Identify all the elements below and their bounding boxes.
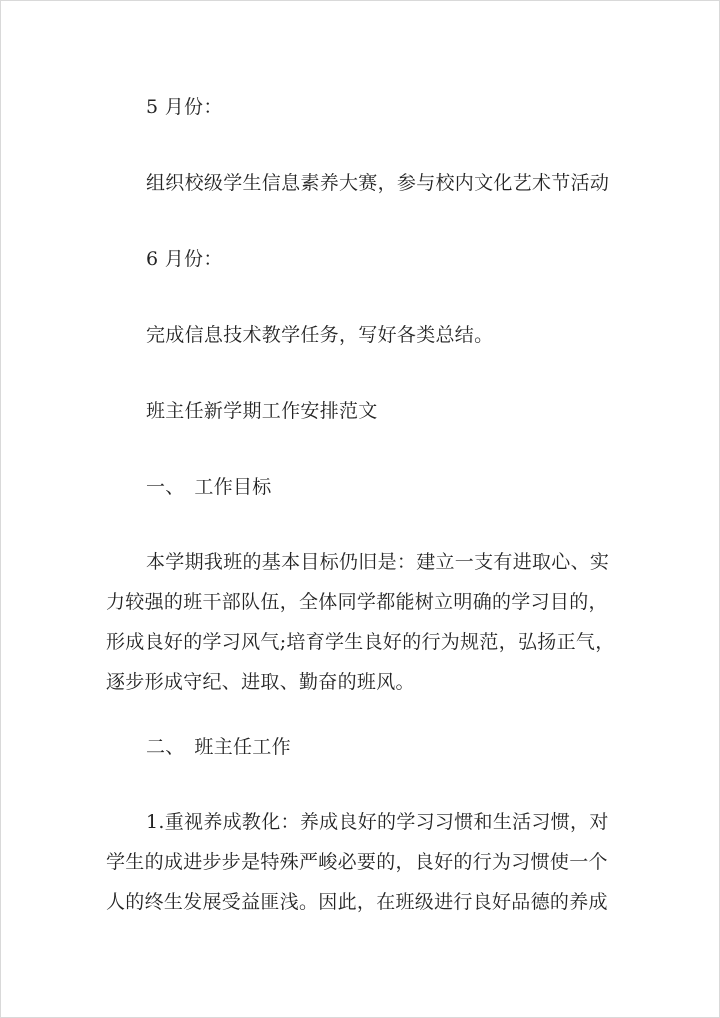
section1-heading: 一、 工作目标: [146, 476, 272, 498]
section2-paragraph: [106, 802, 610, 922]
paragraph-line: 学生的成进步步是特殊严峻必要的，良好的行为习惯使一个: [106, 851, 608, 873]
section1-paragraph: [106, 542, 615, 702]
paragraph-line: 力较强的班干部队伍，全体同学都能树立明确的学习目的，: [106, 591, 608, 613]
paragraph-line: 逐步形成守纪、进取、勤奋的班风。: [106, 671, 415, 693]
paragraph-line: 本学期我班的基本目标仍旧是：建立一支有进取心、实: [146, 551, 610, 573]
month6-text: 完成信息技术教学任务，写好各类总结。: [146, 324, 494, 346]
paragraph-line: 形成良好的学习风气;培育学生良好的行为规范，弘扬正气，: [106, 631, 615, 653]
month5-heading: 5 月份：: [146, 96, 223, 118]
month6-heading: 6 月份：: [146, 248, 223, 270]
paragraph-line: 人的终生发展受益匪浅。因此，在班级进行良好品德的养成: [106, 891, 608, 913]
section2-heading: 二、 班主任工作: [146, 736, 291, 758]
paragraph-line: 1.重视养成教化：养成良好的学习习惯和生活习惯，对: [146, 811, 609, 833]
article-title: 班主任新学期工作安排范文: [146, 400, 378, 422]
month5-text: 组织校级学生信息素养大赛，参与校内文化艺术节活动: [146, 172, 610, 194]
